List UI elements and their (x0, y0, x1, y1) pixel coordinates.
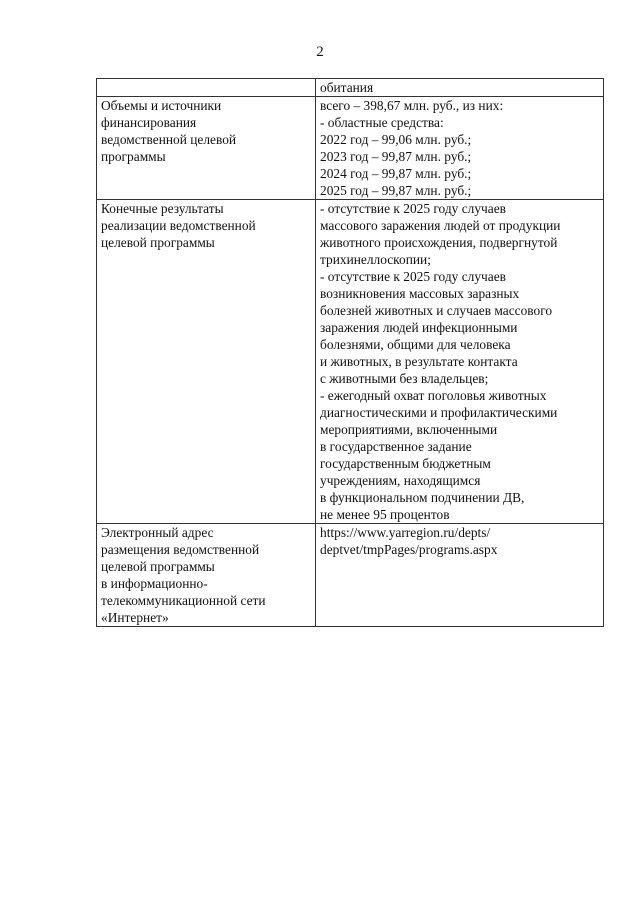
table-row-web-address (97, 524, 604, 627)
value-line: учреждениям, находящимся (320, 473, 481, 488)
label-line: размещения ведомственной (101, 542, 260, 557)
value-line: всего – 398,67 млн. руб., из них: (320, 98, 504, 113)
label-line: Электронный адрес (101, 525, 214, 540)
label-line: Конечные результаты (101, 201, 224, 216)
value-line: в государственное задание (320, 439, 472, 454)
program-passport-table (96, 78, 604, 627)
value-line: возникновения массовых заразных (320, 286, 520, 301)
value-line: 2023 год – 99,87 млн. руб.; (320, 149, 472, 164)
label-cell (97, 97, 316, 200)
label-line: телекоммуникационной сети (101, 593, 266, 608)
value-line: болезней животных и случаев массового (320, 303, 553, 318)
value-cell (316, 97, 604, 200)
value-cell (316, 524, 604, 627)
value-line: не менее 95 процентов (320, 507, 450, 522)
program-url-line: https://www.yarregion.ru/depts/ (320, 525, 491, 540)
label-line: целевой программы (101, 235, 215, 250)
value-line: государственным бюджетным (320, 456, 491, 471)
label-line: «Интернет» (101, 610, 169, 625)
value-line: мероприятиями, включенными (320, 422, 498, 437)
value-line: 2025 год – 99,87 млн. руб.; (320, 183, 472, 198)
value-line: 2024 год – 99,87 млн. руб.; (320, 166, 472, 181)
table-row-funding (97, 97, 604, 200)
label-line: реализации ведомственной (101, 218, 256, 233)
label-cell (97, 200, 316, 524)
label-line: в информационно- (101, 576, 208, 591)
label-line: программы (101, 149, 166, 164)
label-line: финансирования (101, 115, 197, 130)
page-number: 2 (316, 44, 324, 60)
value-line: заражения людей инфекционными (320, 320, 518, 335)
value-line: - ежегодный охват поголовья животных (320, 388, 547, 403)
table-row-final-results (97, 200, 604, 524)
value-cell (316, 200, 604, 524)
value-line: - отсутствие к 2025 году случаев (320, 201, 506, 216)
value-line: - областные средства: (320, 115, 444, 130)
value-line: животного происхождения, подвергнутой (320, 235, 558, 250)
label-line: Объемы и источники (101, 98, 222, 113)
value-line: с животными без владельцев; (320, 371, 489, 386)
value-line: - отсутствие к 2025 году случаев (320, 269, 506, 284)
program-url-line: deptvet/tmpPages/programs.aspx (320, 542, 498, 557)
value-line: болезнями, общими для человека (320, 337, 511, 352)
label-line: ведомственной целевой (101, 132, 237, 147)
value-line: массового заражения людей от продукции (320, 218, 561, 233)
value-line: 2022 год – 99,06 млн. руб.; (320, 132, 472, 147)
table-row-habitat-continuation (97, 79, 604, 97)
value-line: трихинеллоскопии; (320, 252, 431, 267)
value-line: в функциональном подчинении ДВ, (320, 490, 525, 505)
value-cell (316, 79, 604, 97)
value-line: диагностическими и профилактическими (320, 405, 558, 420)
label-line: целевой программы (101, 559, 215, 574)
label-cell (97, 524, 316, 627)
label-cell (97, 79, 316, 97)
value-line: и животных, в результате контакта (320, 354, 518, 369)
value-line: обитания (320, 80, 374, 95)
